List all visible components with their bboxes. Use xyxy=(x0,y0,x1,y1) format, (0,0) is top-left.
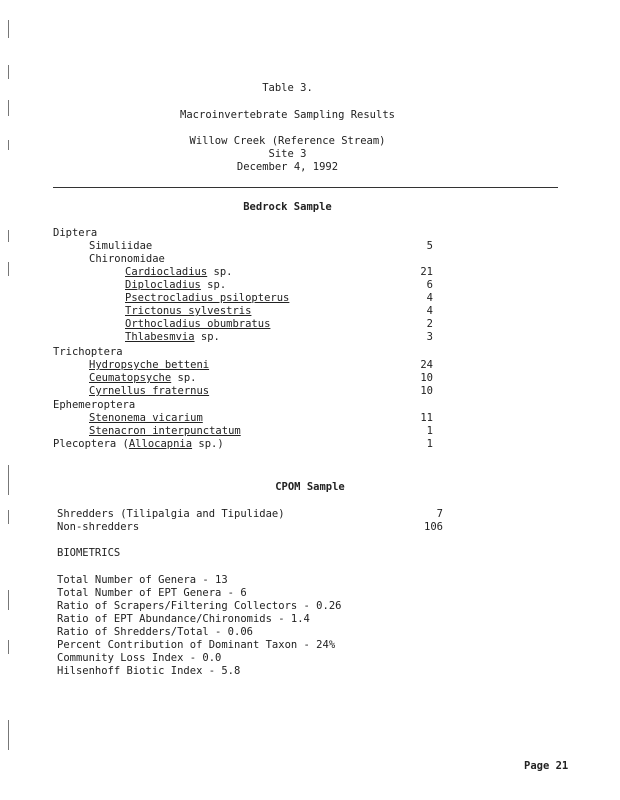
scan-mark xyxy=(8,230,9,242)
taxon-hydropsyche: Hydropsyche betteni xyxy=(89,359,210,371)
scan-mark xyxy=(8,65,9,79)
family-simuliidae: Simuliidae xyxy=(89,240,153,252)
scan-mark xyxy=(8,465,9,495)
page-number: Page 21 xyxy=(524,760,569,772)
count-psectrocladius: 4 xyxy=(426,292,433,304)
scan-mark xyxy=(8,720,9,750)
count-cardiocladius: 21 xyxy=(420,266,433,278)
order-plecoptera: Plecoptera (Allocapnia sp.) xyxy=(53,438,224,450)
count-tvetenia: 4 xyxy=(426,305,433,317)
taxon-cyrnellus: Cyrnellus fraternus xyxy=(89,385,210,397)
taxon-orthocladius: Orthocladius obumbratus xyxy=(125,318,271,330)
biometric-line: Percent Contribution of Dominant Taxon - 24% xyxy=(57,639,336,651)
count-nonshredders: 106 xyxy=(424,521,443,533)
count-orthocladius: 2 xyxy=(426,318,433,330)
site-label: Site 3 xyxy=(268,148,307,160)
biometric-line: Total Number of EPT Genera - 6 xyxy=(57,587,247,599)
table-title: Macroinvertebrate Sampling Results xyxy=(180,109,395,121)
cpom-heading: CPOM Sample xyxy=(275,481,345,493)
scan-mark xyxy=(8,20,9,38)
biometric-line: Ratio of Shredders/Total - 0.06 xyxy=(57,626,253,638)
count-diplocladius: 6 xyxy=(426,279,433,291)
taxon-cardiocladius: Cardiocladius sp. xyxy=(125,266,233,278)
scan-mark xyxy=(8,262,9,276)
count-stenacron: 1 xyxy=(426,425,433,437)
scan-mark xyxy=(8,510,9,524)
count-shredders: 7 xyxy=(436,508,443,520)
biometric-line: Total Number of Genera - 13 xyxy=(57,574,228,586)
taxon-tvetenia: Trictonus sylvestris xyxy=(125,305,252,317)
biometrics-heading: BIOMETRICS xyxy=(57,547,121,559)
count-plecoptera: 1 xyxy=(426,438,433,450)
count-cyrnellus: 10 xyxy=(420,385,433,397)
scan-mark xyxy=(8,640,9,654)
count-stenonema: 11 xyxy=(420,412,433,424)
taxon-stenonema: Stenonema vicarium xyxy=(89,412,203,424)
table-number: Table 3. xyxy=(262,82,313,94)
taxon-ceratopsyche: Ceumatopsyche sp. xyxy=(89,372,197,384)
order-diptera: Diptera xyxy=(53,227,98,239)
family-chironomidae: Chironomidae xyxy=(89,253,165,265)
header-rule xyxy=(53,187,558,188)
biometric-line: Hilsenhoff Biotic Index - 5.8 xyxy=(57,665,241,677)
taxon-psectrocladius: Psectrocladius psilopterus xyxy=(125,292,290,304)
biometric-line: Community Loss Index - 0.0 xyxy=(57,652,222,664)
count-hydropsyche: 24 xyxy=(420,359,433,371)
biometric-line: Ratio of EPT Abundance/Chironomids - 1.4 xyxy=(57,613,310,625)
scan-mark xyxy=(8,590,9,610)
taxon-stenacron: Stenacron interpunctatum xyxy=(89,425,241,437)
sampling-date: December 4, 1992 xyxy=(236,161,339,173)
taxon-thienemannia: Thlabesmvia sp. xyxy=(125,331,220,343)
count-simuliidae: 5 xyxy=(426,240,433,252)
count-thienemannia: 3 xyxy=(426,331,433,343)
stream-name: Willow Creek (Reference Stream) xyxy=(189,135,386,147)
bedrock-heading: Bedrock Sample xyxy=(243,201,332,213)
count-ceratopsyche: 10 xyxy=(420,372,433,384)
taxon-diplocladius: Diplocladius sp. xyxy=(125,279,227,291)
order-trichoptera: Trichoptera xyxy=(53,346,123,358)
biometric-line: Ratio of Scrapers/Filtering Collectors - 0.26 xyxy=(57,600,342,612)
cpom-shredders: Shredders (Tilipalgia and Tipulidae) xyxy=(57,508,285,520)
order-ephemeroptera: Ephemeroptera xyxy=(53,399,136,411)
cpom-nonshredders: Non-shredders xyxy=(57,521,140,533)
